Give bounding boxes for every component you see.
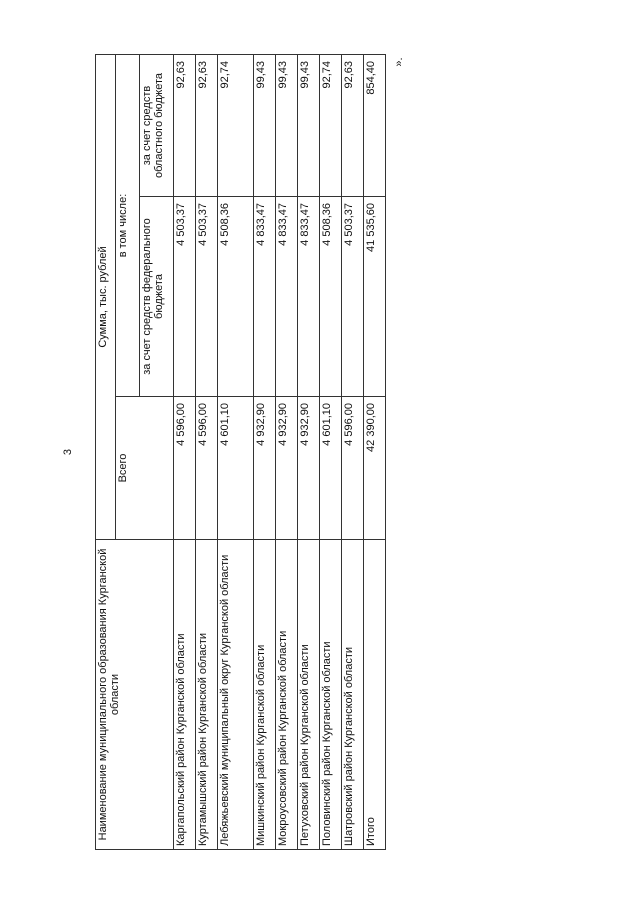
- cell-federal: 4 833,47: [276, 197, 298, 397]
- cell-regional: 92,74: [218, 54, 254, 196]
- cell-name: Лебяжьевский муниципальный округ Курганской области: [218, 540, 254, 850]
- table-row: [196, 54, 218, 849]
- table-row: [218, 54, 254, 849]
- cell-name: Каргапольский район Курганской области: [174, 540, 196, 850]
- cell-total: 4 932,90: [254, 397, 276, 540]
- funding-table: [95, 54, 386, 850]
- header-name: Наименование муниципального образования Курганской области: [96, 540, 174, 850]
- table-row: [320, 54, 342, 849]
- cell-federal: 4 508,36: [218, 197, 254, 397]
- page-number: 3: [62, 448, 74, 456]
- cell-federal: 4 503,37: [196, 197, 218, 397]
- cell-federal: 4 503,37: [174, 197, 196, 397]
- table-row: [174, 54, 196, 849]
- cell-regional: 92,63: [342, 54, 364, 196]
- cell-name: Итого: [364, 540, 386, 850]
- funding-table-rotated: [95, 55, 390, 850]
- cell-total: 4 596,00: [196, 397, 218, 540]
- header-sum: Сумма, тыс. рублей: [96, 54, 116, 539]
- cell-name: Петуховский район Курганской области: [298, 540, 320, 850]
- cell-federal: 4 503,37: [342, 197, 364, 397]
- header-total: Всего: [116, 397, 174, 540]
- table-row: [254, 54, 276, 849]
- header-including: в том числе:: [116, 54, 140, 396]
- cell-regional: 92,63: [174, 54, 196, 196]
- table-row: [298, 54, 320, 849]
- header-regional: за счет средств областного бюджета: [140, 54, 174, 196]
- table-row: [364, 54, 386, 849]
- cell-federal: 41 535,60: [364, 197, 386, 397]
- cell-total: 4 601,10: [320, 397, 342, 540]
- table-row: [342, 54, 364, 849]
- cell-name: Мишкинский район Курганской области: [254, 540, 276, 850]
- cell-name: Половинский район Курганской области: [320, 540, 342, 850]
- cell-regional: 854,40: [364, 54, 386, 196]
- cell-total: 42 390,00: [364, 397, 386, 540]
- cell-regional: 92,74: [320, 54, 342, 196]
- closing-quote: ».: [393, 57, 405, 67]
- cell-total: 4 601,10: [218, 397, 254, 540]
- cell-name: Куртамышский район Курганской области: [196, 540, 218, 850]
- cell-name: Мокроусовский район Курганской области: [276, 540, 298, 850]
- cell-total: 4 596,00: [174, 397, 196, 540]
- cell-name: Шатровский район Курганской области: [342, 540, 364, 850]
- cell-federal: 4 508,36: [320, 197, 342, 397]
- cell-regional: 92,63: [196, 54, 218, 196]
- header-federal: за счет средств федерального бюджета: [140, 197, 174, 397]
- cell-regional: 99,43: [254, 54, 276, 196]
- cell-total: 4 932,90: [276, 397, 298, 540]
- cell-regional: 99,43: [276, 54, 298, 196]
- cell-federal: 4 833,47: [254, 197, 276, 397]
- cell-total: 4 596,00: [342, 397, 364, 540]
- cell-regional: 99,43: [298, 54, 320, 196]
- table-row: [276, 54, 298, 849]
- cell-total: 4 932,90: [298, 397, 320, 540]
- cell-federal: 4 833,47: [298, 197, 320, 397]
